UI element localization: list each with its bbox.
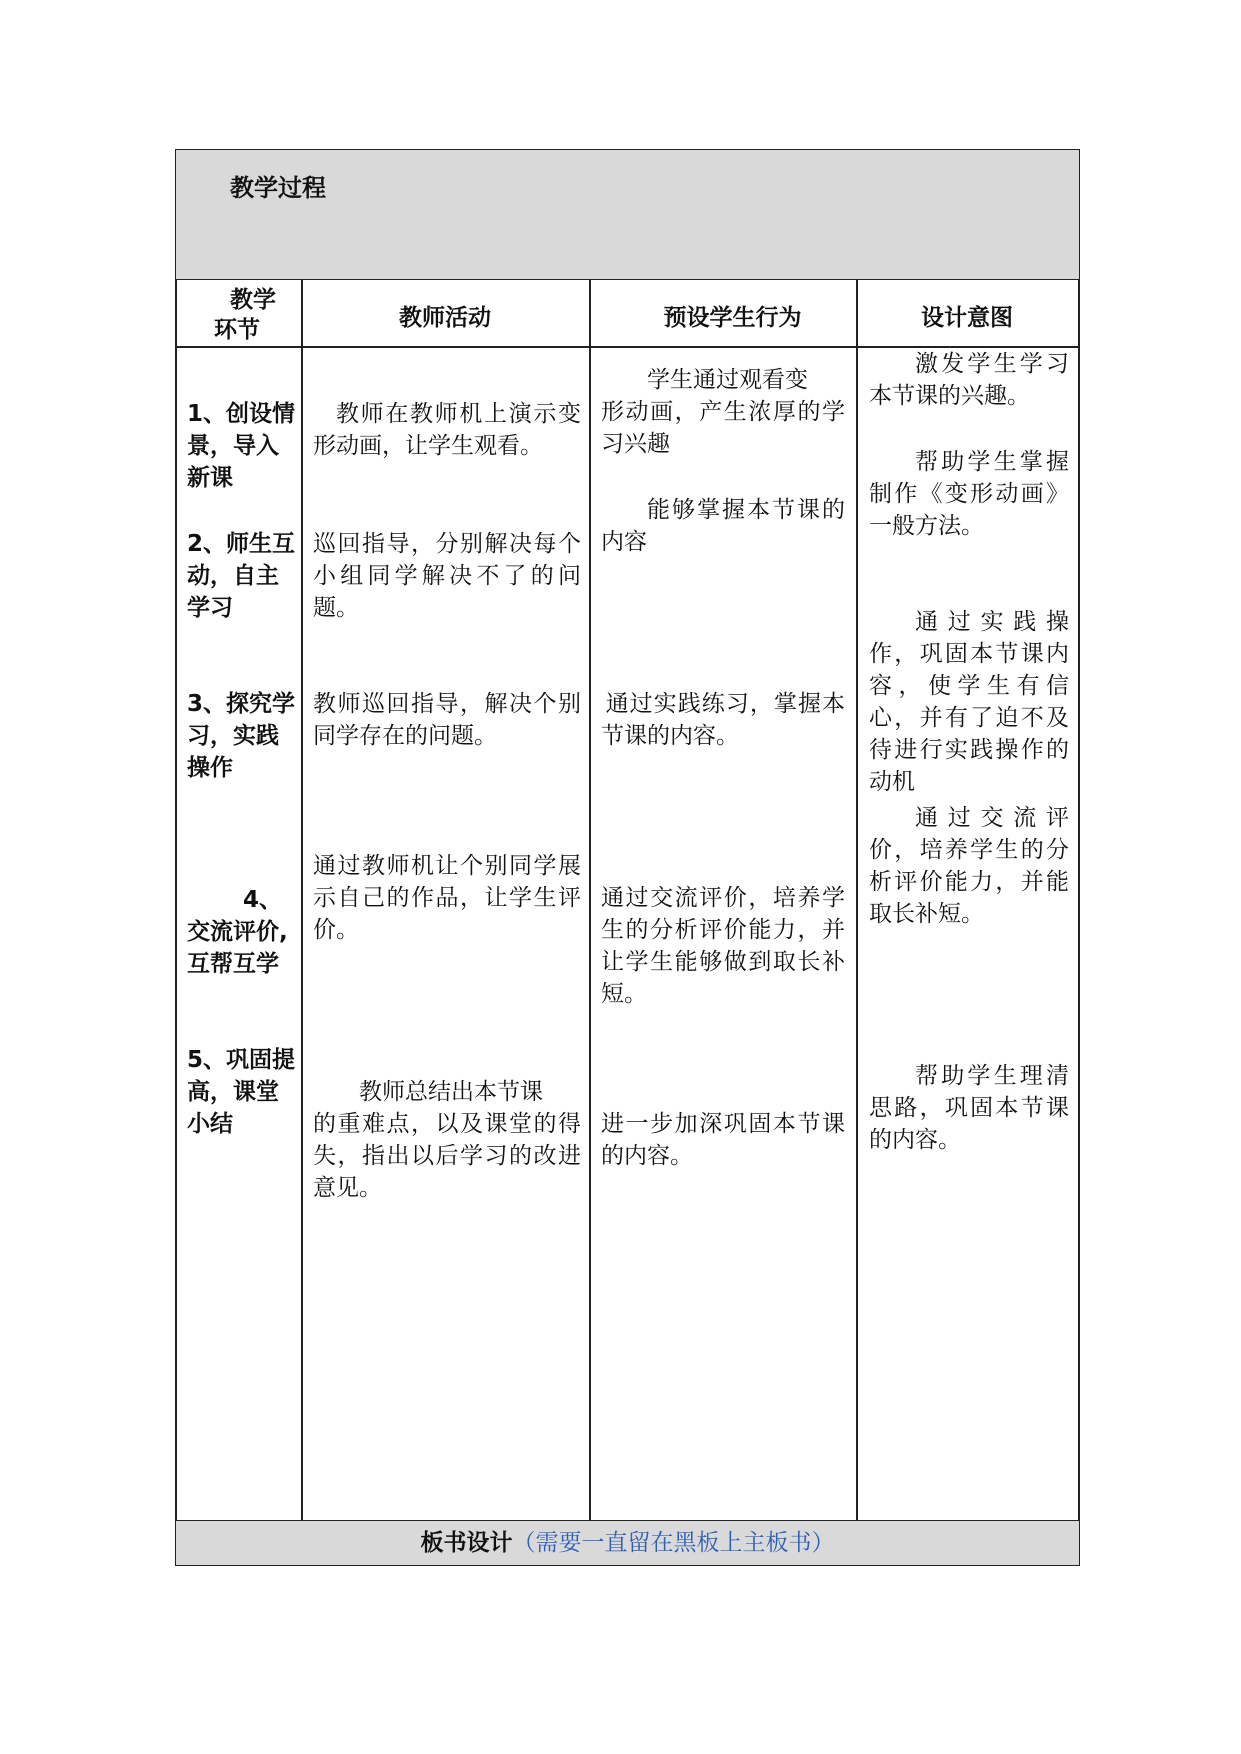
teacher-activity-4: 通过教师机让个别同学展示自己的作品，让学生评价。 (313, 853, 581, 943)
stage-4-line1: 4、 (243, 887, 283, 913)
stage-2-line3: 学习 (187, 595, 233, 621)
student-behavior-2: 能够掌握本节课的内容 (601, 497, 845, 555)
design-intent-1: 激发学生学习本节课的兴趣。 (869, 351, 1069, 409)
design-intent-5: 帮助学生理清思路，巩固本节课的内容。 (869, 1063, 1069, 1153)
stage-2 (187, 528, 295, 624)
teacher-activity-1: 教师在教师机上演示变形动画，让学生观看。 (313, 401, 581, 459)
stage-1-line1: 1、创设情 (187, 401, 296, 427)
column-divider-2 (589, 280, 591, 1520)
stage-5-line2: 高，课堂 (187, 1079, 279, 1105)
stage-3-line2: 习，实践 (187, 723, 279, 749)
stage-2-line2: 动，自主 (187, 563, 279, 589)
board-design-row (175, 1520, 1080, 1566)
teacher-activity-2: 巡回指导，分别解决每个小组同学解决不了的问题。 (313, 531, 581, 621)
teacher-activity-5b: 的重难点，以及课堂的得失，指出以后学习的改进意见。 (313, 1111, 581, 1201)
board-design-label: 板书设计 (420, 1530, 513, 1556)
column-header-stage (200, 285, 290, 345)
design-intent-4: 通过交流评价，培养学生的分析评价能力，并能取长补短。 (869, 805, 1069, 927)
design-intent-2: 帮助学生掌握制作《变形动画》一般方法。 (869, 449, 1069, 539)
stage-4-line3: 互帮互学 (187, 951, 279, 977)
teacher-activity-5a: 教师总结出本节课 (359, 1079, 543, 1105)
column-header-stage-line2: 环节 (214, 317, 260, 343)
section-title: 教学过程 (230, 174, 326, 202)
student-behavior-4: 通过交流评价，培养学生的分析评价能力，并让学生能够做到取长补短。 (601, 885, 845, 1007)
student-behavior-3: 通过实践练习，掌握本节课的内容。 (601, 691, 845, 749)
table-border-left (175, 280, 177, 1520)
student-behavior-1b: 形动画，产生浓厚的学习兴趣 (601, 399, 845, 457)
column-header-teacher: 教师活动 (399, 305, 491, 331)
design-intent-3: 通过实践操作，巩固本节课内容，使学生有信心，并有了迫不及待进行实践操作的动机 (869, 609, 1069, 795)
column-header-student: 预设学生行为 (663, 305, 802, 331)
teacher-activity-3: 教师巡回指导，解决个别同学存在的问题。 (313, 691, 581, 749)
student-behavior-1a: 学生通过观看变 (647, 367, 808, 393)
stage-4 (187, 884, 295, 980)
column-divider-1 (301, 280, 303, 1520)
stage-1-line2: 景，导入 (187, 433, 279, 459)
stage-1 (187, 398, 295, 494)
stage-4-line2: 交流评价, (187, 919, 288, 945)
stage-3-line1: 3、探究学 (187, 691, 296, 717)
column-header-intent: 设计意图 (921, 305, 1013, 331)
stage-5 (187, 1044, 295, 1140)
column-divider-3 (856, 280, 858, 1520)
stage-3-line3: 操作 (187, 755, 233, 781)
board-design-note: （需要一直留在黑板上主板书） (512, 1530, 835, 1556)
stage-2-line1: 2、师生互 (187, 531, 296, 557)
stage-1-line3: 新课 (187, 465, 233, 491)
table-border-right (1078, 280, 1080, 1520)
stage-5-line3: 小结 (187, 1111, 233, 1137)
student-behavior-5: 进一步加深巩固本节课的内容。 (601, 1111, 845, 1169)
column-header-stage-line1: 教学 (230, 287, 276, 313)
stage-5-line1: 5、巩固提 (187, 1047, 296, 1073)
stage-3 (187, 688, 295, 784)
